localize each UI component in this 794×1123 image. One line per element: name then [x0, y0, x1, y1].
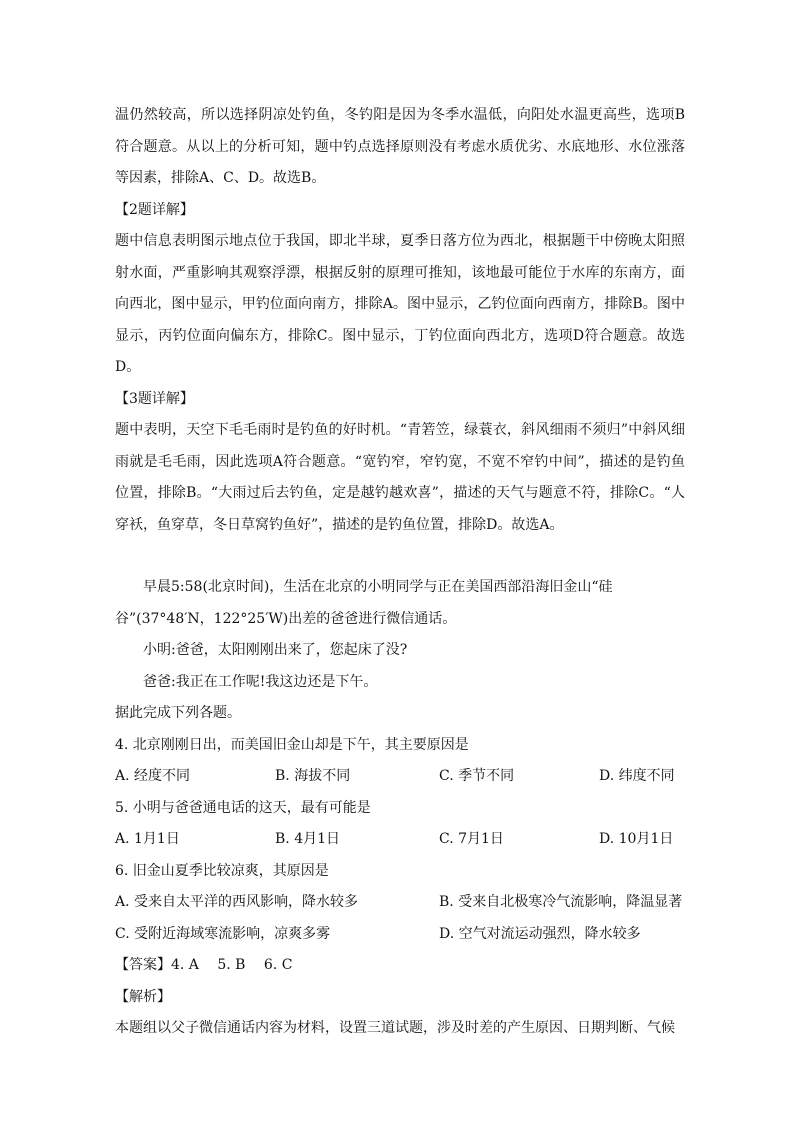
- question-4-option-c: C. 季节不同: [439, 768, 515, 784]
- question-5-option-a: A. 1月1日: [115, 831, 180, 847]
- material-line-2: 谷”(37°48′N，122°25′W)出差的爸爸进行微信通话。: [115, 610, 457, 627]
- heading-q3-explanation: 【3题详解】: [115, 390, 194, 407]
- analysis-text: 本题组以父子微信通话内容为材料，设置三道试题，涉及时差的产生原因、日期判断、气候: [115, 1020, 675, 1036]
- material-line-3: 小明:爸爸，太阳刚刚出来了，您起床了没?: [143, 642, 408, 658]
- question-5-option-c: C. 7月1日: [439, 831, 504, 847]
- paragraph-q3-explanation: 题中表明，天空下毛毛雨时是钓鱼的好时机。“青箬笠，绿蓑衣，斜风细雨不须归”中斜风细雨就是毛毛雨，因此选项A符合题意。“宽钓窄，窄钓宽，不宽不窄钓中间”，描述的是钓鱼位置，排除B。“大雨过后去钓鱼，定是越钓越欢喜”，描述的天气与题意不符，排除C。“人穿袄，鱼穿草，冬日草窝钓鱼好”，描述的是钓鱼位置，排除D。故选A。: [115, 422, 685, 533]
- question-6-option-c: C. 受附近海域寒流影响，凉爽多雾: [115, 925, 331, 942]
- question-4-option-d: D. 纬度不同: [599, 768, 675, 784]
- question-5-option-b: B. 4月1日: [275, 831, 341, 847]
- question-6-stem: 6. 旧金山夏季比较凉爽，其原因是: [115, 862, 329, 879]
- paragraph-q2-explanation: 题中信息表明图示地点位于我国，即北半球，夏季日落方位为西北，根据题干中傍晚太阳照射水面，严重影响其观察浮漂，根据反射的原理可推知，该地最可能位于水库的东南方，面向西北，图中显示，甲钓位面向南方，排除A。图中显示，乙钓位面向西南方，排除B。图中显示，丙钓位面向偏东方，排除C。图中显示，丁钓位面向西北方，选项D符合题意。故选D。: [115, 233, 685, 375]
- question-5-option-d: D. 10月1日: [599, 831, 674, 847]
- material-line-4: 爸爸:我正在工作呢!我这边还是下午。: [143, 673, 378, 690]
- answer-line: 【答案】4. A 5. B 6. C: [115, 957, 293, 973]
- question-4-option-a: A. 经度不同: [115, 768, 191, 784]
- paragraph-q1-explanation-end: 温仍然较高，所以选择阴凉处钓鱼，冬钓阳是因为冬季水温低，向阳处水温更高些，选项B符合题意。从以上的分析可知，题中钓点选择原则没有考虑水质优劣、水底地形、水位涨落等因素，排除A、C、D。故选B。: [115, 107, 685, 186]
- analysis-heading: 【解析】: [115, 988, 171, 1005]
- question-5-stem: 5. 小明与爸爸通电话的这天，最有可能是: [115, 799, 371, 816]
- material-line-1: 早晨5:58(北京时间)，生活在北京的小明同学与正在美国西部沿海旧金山“硅: [143, 579, 613, 595]
- section-gap: [115, 541, 685, 572]
- question-4-stem: 4. 北京刚刚日出，而美国旧金山却是下午，其主要原因是: [115, 736, 469, 753]
- question-6-option-b: B. 受来自北极寒冷气流影响，降温显著: [439, 894, 683, 910]
- question-6-option-d: D. 空气对流运动强烈，降水较多: [439, 925, 641, 942]
- question-4-option-b: B. 海拔不同: [275, 768, 351, 784]
- question-6-option-a: A. 受来自太平洋的西风影响，降水较多: [115, 894, 359, 910]
- question-6-options-row-2: [115, 919, 685, 951]
- material-instruction: 据此完成下列各题。: [115, 705, 241, 721]
- document-content: [115, 100, 685, 1045]
- heading-q2-explanation: 【2题详解】: [115, 201, 194, 218]
- question-6-options-row-1: [115, 887, 685, 919]
- question-5-options: [115, 824, 685, 856]
- question-4-options: [115, 761, 685, 793]
